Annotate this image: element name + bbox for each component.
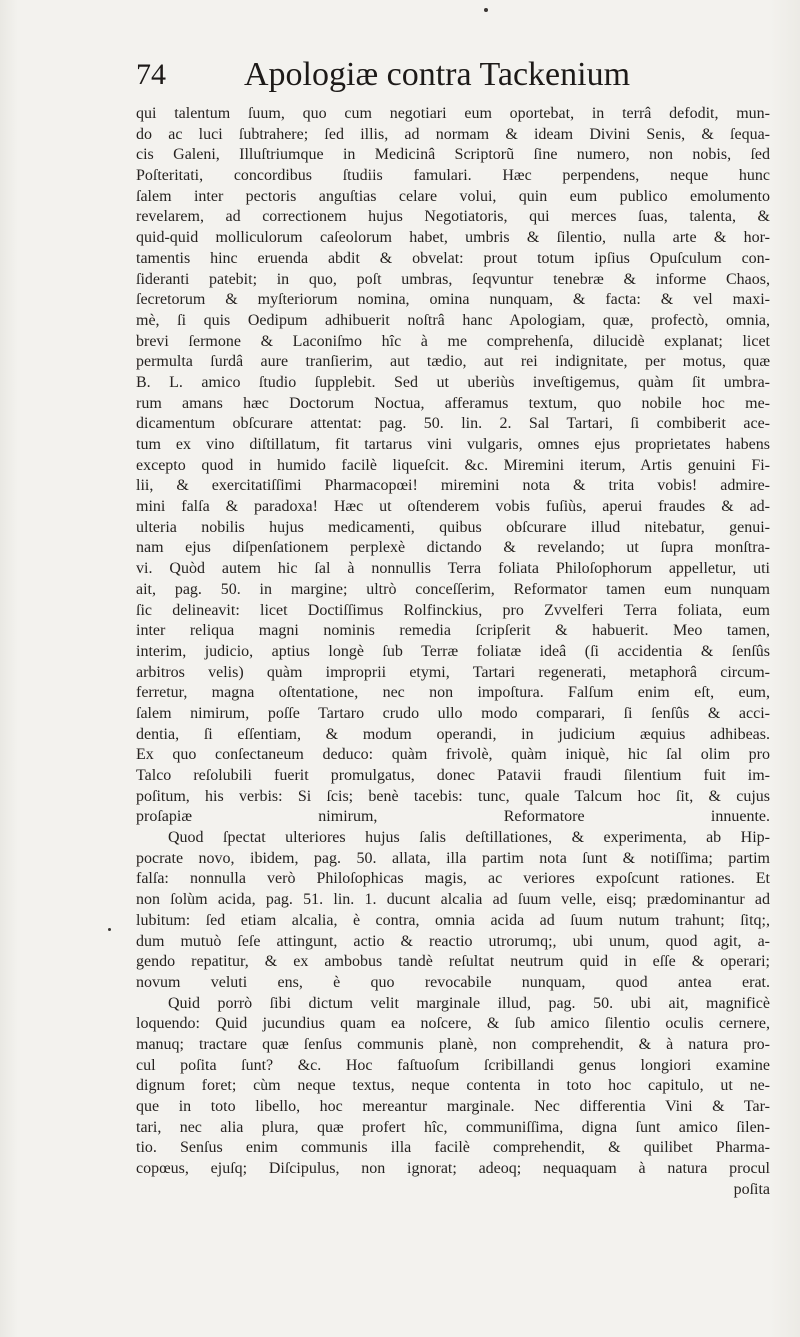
text-line: ait, pag. 50. in margine; ultrò conceſſerim, Reformator tamen eum nunquam bbox=[136, 580, 770, 598]
text-line: ſalem nimirum, poſſe Tartaro crudo ullo modo comparari, ſi ſenſûs & acci- bbox=[136, 704, 770, 722]
text-line: permulta ſurdâ aure tranſierim, aut tædio, aut rei indignitate, per motus, quæ bbox=[136, 353, 770, 371]
text-line: mini falſa & paradoxa! Hæc ut oſtenderem vobis fuſiùs, aperui fraudes & ad- bbox=[136, 498, 770, 516]
text-line: non ſolùm acida, pag. 51. lin. 1. ducunt alcalia ad ſuum velle, eisq; prædominantur ad bbox=[136, 891, 770, 909]
text-line: arbitros velis) quàm improprii etymi, Tartari regenerati, metaphorâ circum- bbox=[136, 663, 770, 681]
text-line: vi. Quòd autem hic ſal à nonnullis Terra foliata Philoſophorum appelletur, uti bbox=[136, 560, 770, 578]
ink-speck bbox=[484, 8, 488, 12]
text-line: lubitum: ſed etiam alcalia, è contra, omnia acida ad ſuum nutum trahunt; ſitq;, bbox=[136, 911, 770, 929]
text-line: proſapiæ nimirum, Reformatore innuente. bbox=[136, 808, 770, 826]
text-line: do ac luci ſubtrahere; ſed illis, ad normam & ideam Divini Senis, & ſequa- bbox=[136, 125, 770, 143]
text-line: cis Galeni, Illuſtriumque in Medicinâ Scriptorũ ſine numero, non nobis, ſed bbox=[136, 146, 770, 164]
text-line: ſalem inter pectoris anguſtias celare volui, quin eum publico emolumento bbox=[136, 187, 770, 205]
text-line: tari, nec alia plura, quæ profert hîc, communiſſima, digna ſunt amico ſilen- bbox=[136, 1118, 770, 1136]
text-line: mè, ſi quis Oedipum adhibuerit noſtrâ hanc Apologiam, quæ, profectò, omnia, bbox=[136, 311, 770, 329]
text-line: manuq; tractare quæ ſenſus communis planè, non comprehendit, & à natura pro- bbox=[136, 1035, 770, 1053]
text-line: poſita bbox=[733, 1180, 770, 1198]
text-line: tamentis hinc eruenda abdit & obvelat: prout totum ipſius Opuſculum con- bbox=[136, 249, 770, 267]
text-line: dignum foret; cùm neque textus, neque contenta in toto hoc capitulo, ut ne- bbox=[136, 1077, 770, 1095]
text-line: Poſteritati, concordibus ſtudiis famulari. Hæc perpendens, neque hunc bbox=[136, 167, 770, 185]
running-title: Apologiæ contra Tackenium bbox=[244, 56, 631, 93]
text-line: pocrate novo, ibidem, pag. 50. allata, illa partim nota ſunt & notiſſima; partim bbox=[136, 849, 770, 867]
text-line: ſideranti patebit; in quo, poſt umbras, ſeqvuntur tenebræ & informe Chaos, bbox=[136, 270, 770, 288]
text-line: ulteria nobilis hujus medicamenti, quibus obſcurare illud nitebatur, genui- bbox=[136, 518, 770, 536]
text-line: gendo repatitur, & ex ambobus tandè reſultat neutrum quid in eſſe & operari; bbox=[136, 953, 770, 971]
text-line: loquendo: Quid jucundius quam ea noſcere, & ſub amico ſilentio oculis cernere, bbox=[136, 1015, 770, 1033]
text-line: Talco reſolubili fuerit promulgatus, donec Patavii fraudi ſilentium fuit im- bbox=[136, 767, 770, 784]
text-line: nam ejus diſpenſationem perplexè dictando & revelando; ut ſupra monſtra- bbox=[136, 539, 770, 557]
text-line: Ex quo conſectaneum deduco: quàm frivolè, quàm iniquè, hic ſal olim pro bbox=[136, 746, 770, 764]
text-line: ſecretorum & myſteriorum nomina, omina nunquam, & facta: & vel maxi- bbox=[136, 291, 770, 309]
text-line: dum mutuò ſeſe attingunt, actio & reactio utrorumq;, ubi unum, quod agit, a- bbox=[136, 932, 770, 950]
page-number: 74 bbox=[136, 58, 166, 91]
text-line: revelarem, ad correctionem hujus Negotiatoris, qui merces ſuas, talenta, & bbox=[136, 208, 770, 226]
text-line: excepto quod in humido facilè liqueſcit. &c. Miremini iterum, Artis genuini Fi- bbox=[136, 456, 770, 474]
text-line: inter reliqua magni nominis remedia ſcripſerit & habuerit. Meo tamen, bbox=[136, 622, 770, 640]
text-line: Quid porrò ſibi dictum velit marginale illud, pag. 50. ubi ait, magnificè bbox=[168, 994, 770, 1012]
text-line: copœus, ejuſq; Diſcipulus, non ignorat; adeoq; nequaquam à natura procul bbox=[136, 1160, 770, 1178]
text-line: ſic delineavit: licet Doctiſſimus Rolfinckius, pro Zvvelferi Terra foliata, eum bbox=[136, 601, 770, 619]
text-line: tio. Senſus enim communis illa facilè comprehendit, & quilibet Pharma- bbox=[136, 1139, 770, 1157]
text-line: novum veluti ens, è quo revocabile nunquam, quod antea erat. bbox=[136, 973, 770, 991]
text-line: rum amans hæc Doctorum Noctua, afferamus textum, quo nobile hoc me- bbox=[136, 394, 770, 412]
text-line: qui talentum ſuum, quo cum negotiari eum oportebat, in terrâ defodit, mun- bbox=[136, 105, 770, 122]
text-line: dicamentum obſcurare attentat: pag. 50. lin. 2. Sal Tartari, ſi combiberit ace- bbox=[136, 415, 770, 433]
text-line: poſitum, his verbis: Si ſcis; benè tacebis: tunc, quale Talcum hoc ſit, & cujus bbox=[136, 787, 770, 805]
text-line: tum ex vino diſtillatum, fit tartarus vini vulgaris, omnes ejus proprietates habens bbox=[136, 436, 770, 453]
text-line: dentia, ſi eſſentiam, & modum operandi, in judicium æquius adhibeas. bbox=[136, 725, 770, 743]
text-line: interim, judicio, aptius longè ſub Terræ foliatæ ideâ (ſi accidentia & ſenſûs bbox=[136, 642, 770, 660]
body-text bbox=[136, 104, 770, 1200]
page-header bbox=[126, 52, 766, 102]
text-line: brevi ſermone & Laconiſmo hîc à me comprehenſa, dilucidè explanat; licet bbox=[136, 332, 770, 350]
text-line: ferretur, magna oſtentatione, nec non impoſtura. Falſum enim eſt, eum, bbox=[136, 684, 770, 702]
ink-speck bbox=[108, 928, 111, 931]
text-line: B. L. amico ſtudio ſupplebit. Sed ut uberiùs inveſtigemus, quàm ſit umbra- bbox=[136, 373, 770, 391]
text-line: Quod ſpectat ulteriores hujus ſalis deſtillationes, & experimenta, ab Hip- bbox=[168, 829, 770, 847]
text-line: que in toto libello, hoc mereantur marginale. Nec differentia Vini & Tar- bbox=[136, 1098, 770, 1115]
text-line: falſa: nonnulla verò Philoſophicas magis, ac veriores expoſcunt rationes. Et bbox=[136, 870, 770, 888]
text-line: cul poſita ſunt? &c. Hoc faſtuoſum ſcribillandi genus longiori examine bbox=[136, 1056, 770, 1074]
text-line: lii, & exercitatiſſimi Pharmacopœi! miremini nota & trita vobis! admire- bbox=[136, 477, 770, 495]
text-line: quid-quid molliculorum caſeolorum habet, umbris & ſilentio, nulla arte & hor- bbox=[136, 229, 770, 247]
